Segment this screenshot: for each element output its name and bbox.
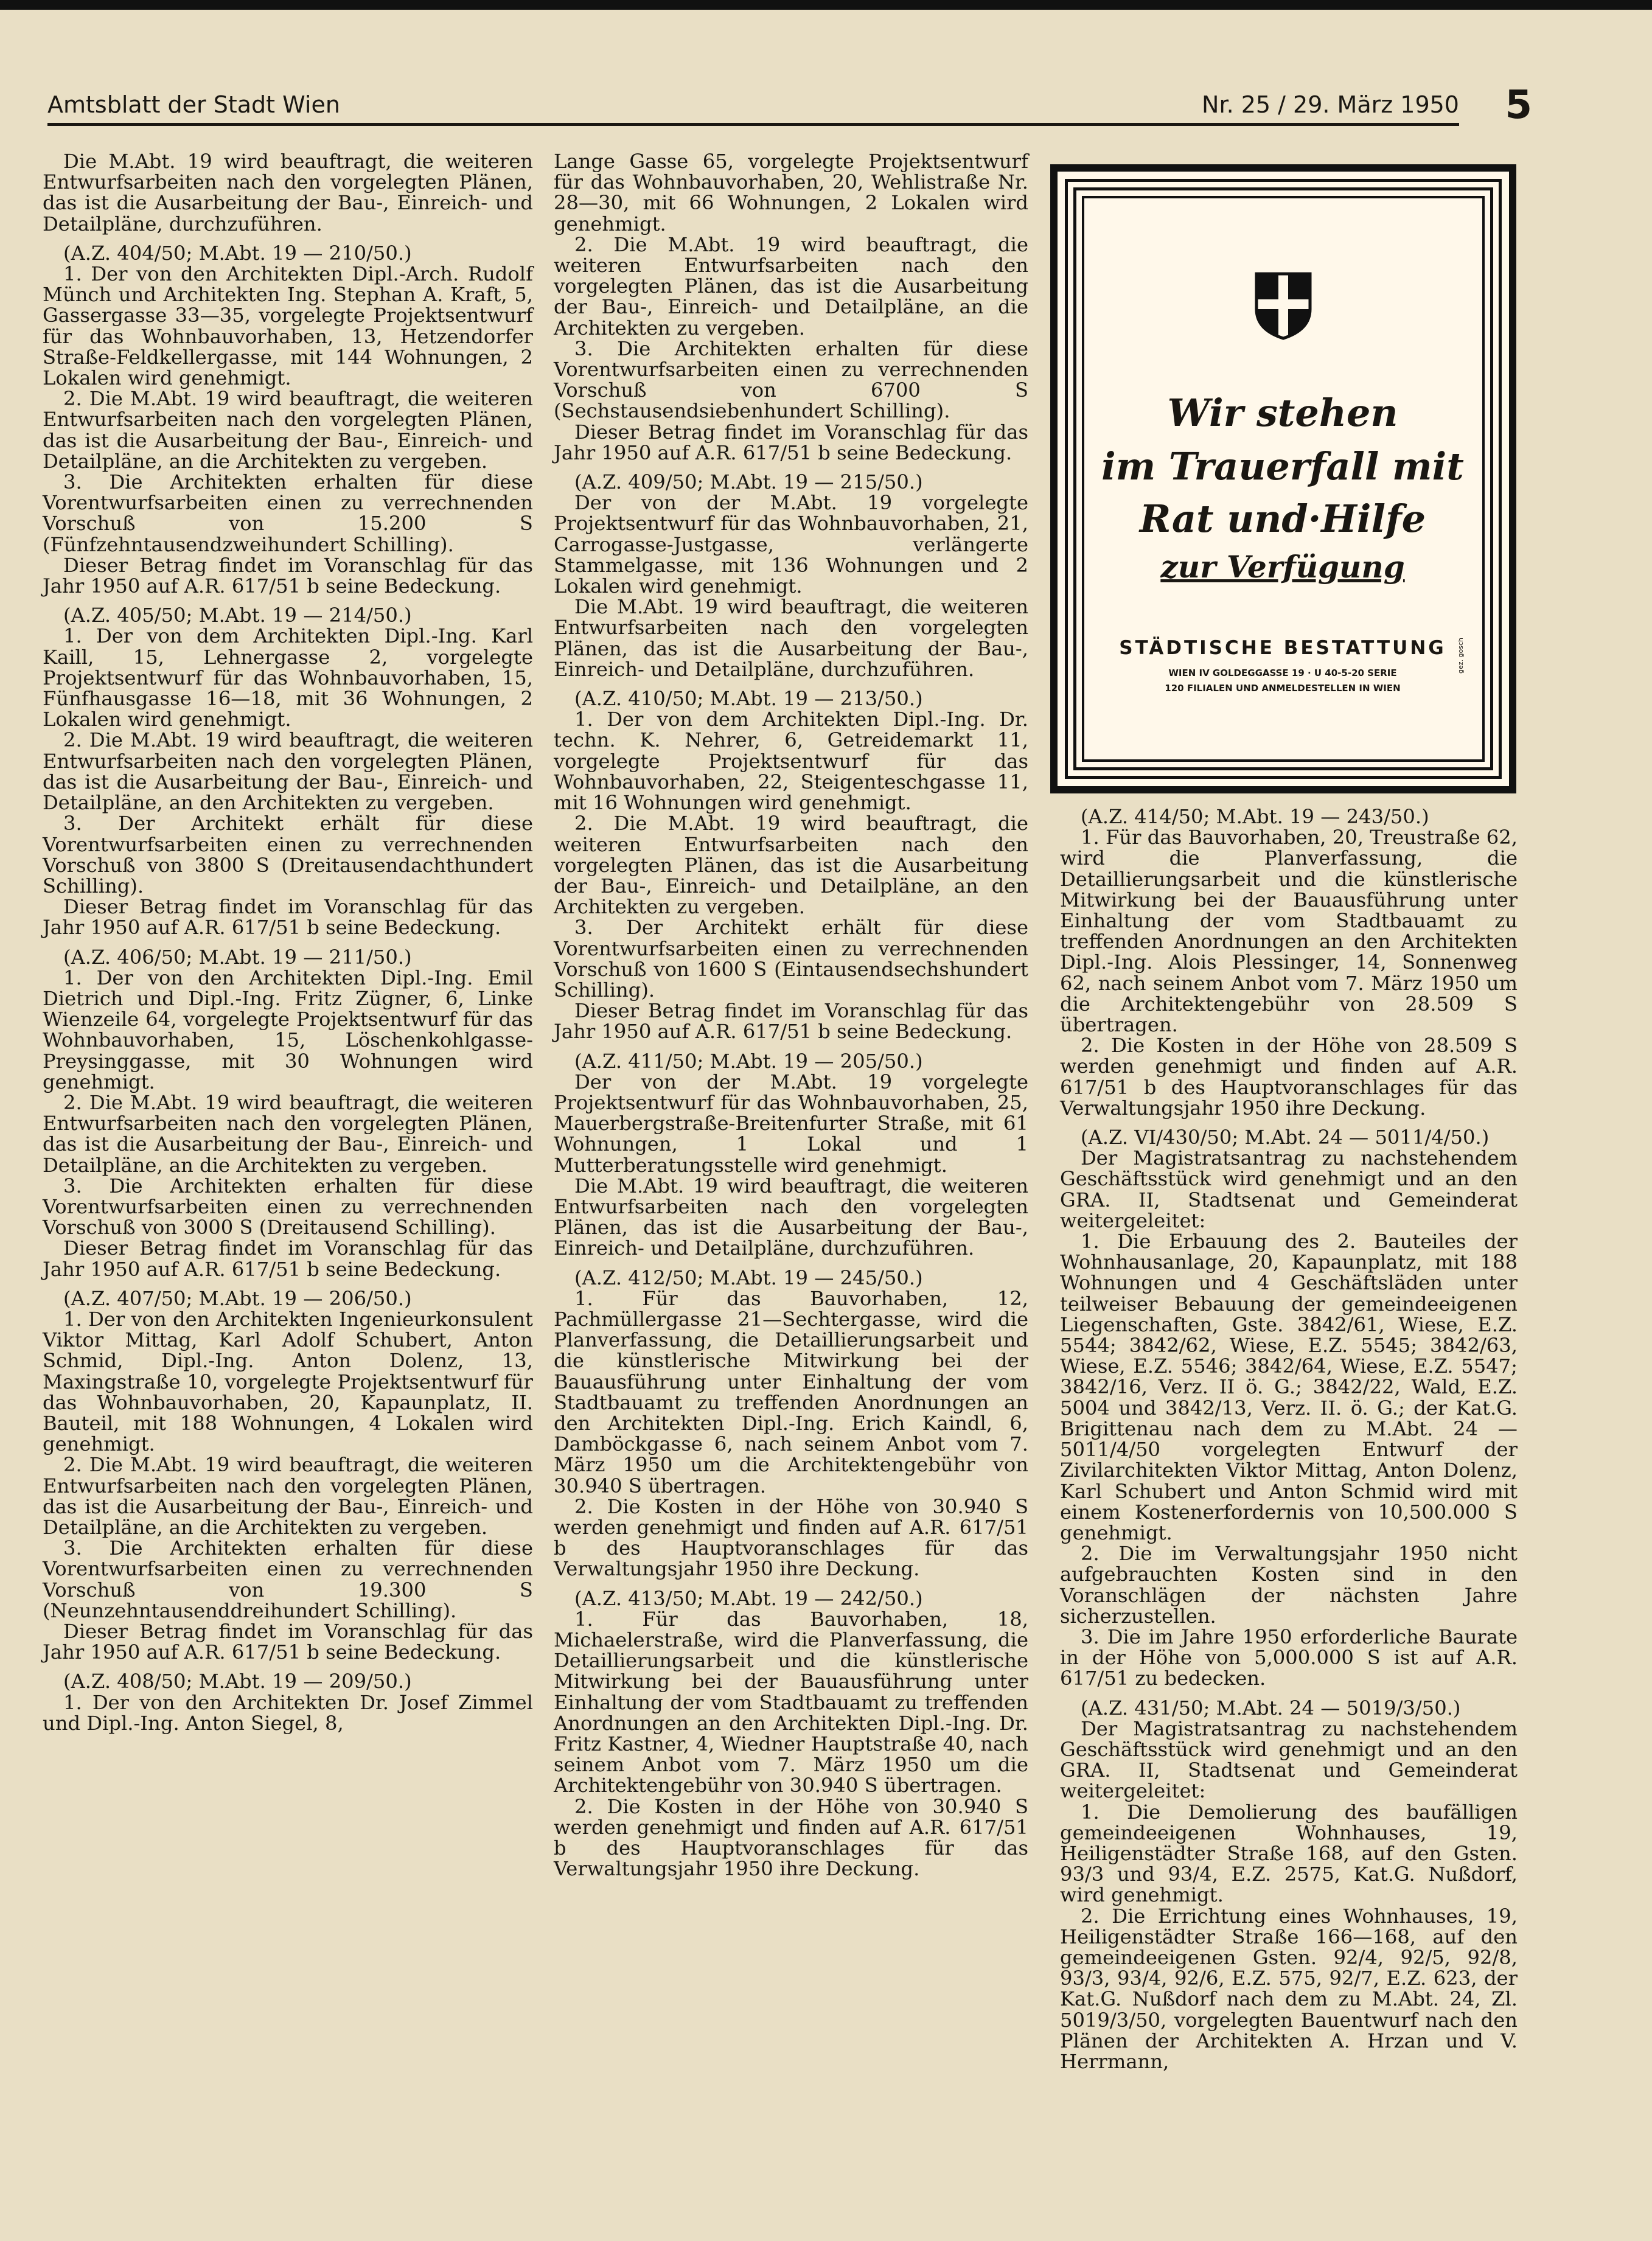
reference-line: (A.Z. 404/50; M.Abt. 19 — 210/50.) xyxy=(63,241,412,265)
slogan-line-4: zur Verfügung xyxy=(1160,549,1405,585)
reference-line: (A.Z. 410/50; M.Abt. 19 — 213/50.) xyxy=(574,687,923,711)
paragraph: 2. Die Kosten in der Höhe von 30.940 S werden genehmigt und finden auf A.R. 617/51 b des Hauptvoranschlages für das Verwaltungsjahr 1950 ihre Deckung. xyxy=(554,1494,1028,1581)
header-rule xyxy=(47,123,1459,126)
issue-date: Nr. 25 / 29. März 1950 xyxy=(1202,91,1459,118)
ad-address-line-1: WIEN IV GOLDEGGASSE 19 · U 40-5-20 SERIE xyxy=(1168,667,1397,678)
reference-line: (A.Z. VI/430/50; M.Abt. 24 — 5011/4/50.) xyxy=(1081,1126,1490,1149)
paragraph: 1. Der von den Architekten Dipl.-Arch. Rudolf Münch und Architekten Ing. Stephan A. Kraft, 5, Gassergasse 33—35, vorgelegte Projektsentwurf für das Wohnbauvorhaben, 13, Hetzendorfer Straße-Feldkellergasse, mit 144 Wohnungen, 2 Lokalen wird genehmigt. xyxy=(43,262,533,390)
paragraph: 2. Die M.Abt. 19 wird beauftragt, die weiteren Entwurfsarbeiten nach den vorgelegten Plänen, das ist die Ausarbeitung der Bau-, Einreich- und Detailpläne, an die Architekten zu vergeben. xyxy=(43,387,533,473)
vienna-shield-icon xyxy=(1254,271,1312,341)
paragraph: 1. Der von dem Architekten Dipl.-Ing. Karl Kaill, 15, Lehnergasse 2, vorgelegte Projektsentwurf für das Wohnbauvorhaben, 15, Fünfhausgasse 16—18, mit 36 Wohnungen, 2 Lokalen wird genehmigt. xyxy=(43,624,533,731)
paragraph: Dieser Betrag findet im Voranschlag für das Jahr 1950 auf A.R. 617/51 b seine Bedeckung. xyxy=(43,1620,533,1664)
text-column-2 xyxy=(554,151,1028,1879)
paragraph: Dieser Betrag findet im Voranschlag für das Jahr 1950 auf A.R. 617/51 b seine Bedeckung. xyxy=(554,999,1028,1044)
paragraph: Die M.Abt. 19 wird beauftragt, die weiteren Entwurfsarbeiten nach den vorgelegten Plänen, das ist die Ausarbeitung der Bau-, Einreich- und Detailpläne, durchzuführen. xyxy=(554,595,1028,681)
reference-line: (A.Z. 406/50; M.Abt. 19 — 211/50.) xyxy=(63,945,412,969)
paragraph: 1. Die Demolierung des baufälligen gemeindeeigenen Wohnhauses, 19, Heiligenstädter Straße 168, auf den Gsten. 93/3 und 93/4, E.Z. 2575, Kat.G. Nußdorf, wird genehmigt. xyxy=(1060,1800,1518,1907)
paragraph: 1. Der von den Architekten Ingenieurkonsulent Viktor Mittag, Karl Adolf Schubert, Anton Schmid, Dipl.-Ing. Anton Dolenz, 13, Maxingstraße 10, vorgelegte Projektsentwurf für das Wohnbauvorhaben, 20, Kapaunplatz, II. Bauteil, mit 188 Wohnungen, 4 Lokalen wird genehmigt. xyxy=(43,1307,533,1456)
ad-brand: STÄDTISCHE BESTATTUNG xyxy=(1119,637,1446,659)
ad-address-line-2: 120 FILIALEN UND ANMELDESTELLEN IN WIEN xyxy=(1165,683,1401,694)
paragraph: 3. Die Architekten erhalten für diese Vorentwurfsarbeiten einen zu verrechnenden Vorschuß von 3000 S (Dreitausend Schilling). xyxy=(43,1174,533,1239)
paragraph: Dieser Betrag findet im Voranschlag für das Jahr 1950 auf A.R. 617/51 b seine Bedeckung. xyxy=(43,553,533,598)
reference-line: (A.Z. 408/50; M.Abt. 19 — 209/50.) xyxy=(63,1670,412,1693)
paragraph: Die M.Abt. 19 wird beauftragt, die weiteren Entwurfsarbeiten nach den vorgelegten Plänen, das ist die Ausarbeitung der Bau-, Einreich- und Detailpläne, durchzuführen. xyxy=(554,1174,1028,1260)
paragraph: 3. Die Architekten erhalten für diese Vorentwurfsarbeiten einen zu verrechnenden Vorschuß von 6700 S (Sechstausendsiebenhundert Schilling). xyxy=(554,336,1028,423)
paragraph: 2. Die Errichtung eines Wohnhauses, 19, Heiligenstädter Straße 166—168, auf den gemeindeeigenen Gsten. 92/4, 92/5, 92/8, 93/3, 93/4, 92/6, E.Z. 575, 92/7, E.Z. 623, der Kat.G. Nußdorf nach dem zu M.Abt. 24, Zl. 5019/3/50, vorgelegten Bauentwurf nach den Plänen der Architekten A. Hrzan und V. Herrmann, xyxy=(1060,1904,1518,2073)
ad-signature: gez. gosch xyxy=(1457,638,1465,674)
paragraph: 3. Die Architekten erhalten für diese Vorentwurfsarbeiten einen zu verrechnenden Vorschuß von 15.200 S (Fünfzehntausendzweihundert Schilling). xyxy=(43,470,533,556)
paragraph: 1. Der von den Architekten Dr. Josef Zimmel und Dipl.-Ing. Anton Siegel, 8, xyxy=(43,1690,533,1735)
reference-line: (A.Z. 412/50; M.Abt. 19 — 245/50.) xyxy=(574,1266,923,1289)
paragraph: 1. Für das Bauvorhaben, 20, Treustraße 62, wird die Planverfassung, die Detaillierungsarbeit und die künstlerische Mitwirkung bei der Bauausführung unter Einhaltung der vom Stadtbauamt zu treffenden Anordnungen an den Architekten Dipl.-Ing. Alois Plessinger, 14, Sonnenweg 62, nach seinem Anbot vom 7. März 1950 um die Architektengebühr von 28.509 S übertragen. xyxy=(1060,826,1518,1037)
paragraph: 3. Die Architekten erhalten für diese Vorentwurfsarbeiten einen zu verrechnenden Vorschuß von 19.300 S (Neunzehntausenddreihundert Schilling). xyxy=(43,1536,533,1622)
paragraph: 2. Die M.Abt. 19 wird beauftragt, die weiteren Entwurfsarbeiten nach den vorgelegten Plänen, das ist die Ausarbeitung der Bau-, Einreich- und Detailpläne, an die Architekten zu vergeben. xyxy=(554,232,1028,340)
paragraph: 3. Der Architekt erhält für diese Vorentwurfsarbeiten einen zu verrechnenden Vorschuß von 1600 S (Eintausendsechshundert Schilling). xyxy=(554,916,1028,1002)
reference-line: (A.Z. 414/50; M.Abt. 19 — 243/50.) xyxy=(1081,805,1429,828)
paragraph: Dieser Betrag findet im Voranschlag für das Jahr 1950 auf A.R. 617/51 b seine Bedeckung. xyxy=(554,420,1028,464)
paragraph: Dieser Betrag findet im Voranschlag für das Jahr 1950 auf A.R. 617/51 b seine Bedeckung. xyxy=(43,1236,533,1281)
reference-line: (A.Z. 409/50; M.Abt. 19 — 215/50.) xyxy=(574,470,923,494)
paragraph: Der von der M.Abt. 19 vorgelegte Projektsentwurf für das Wohnbauvorhaben, 21, Carrogasse-Justgasse, verlängerte Stammelgasse, mit 136 Wohnungen und 2 Lokalen wird genehmigt. xyxy=(554,491,1028,598)
paragraph: 2. Die Kosten in der Höhe von 28.509 S werden genehmigt und finden auf A.R. 617/51 b des Hauptvoranschlages für das Verwaltungsjahr 1950 ihre Deckung. xyxy=(1060,1034,1518,1120)
page-header xyxy=(47,85,1532,134)
reference-line: (A.Z. 411/50; M.Abt. 19 — 205/50.) xyxy=(574,1049,923,1073)
paragraph: 2. Die M.Abt. 19 wird beauftragt, die weiteren Entwurfsarbeiten nach den vorgelegten Plänen, das ist die Ausarbeitung der Bau-, Einreich- und Detailpläne, an die Architekten zu vergeben. xyxy=(43,1090,533,1177)
publication-title: Amtsblatt der Stadt Wien xyxy=(47,91,340,118)
paragraph: 1. Die Erbauung des 2. Bauteiles der Wohnhausanlage, 20, Kapaunplatz, mit 188 Wohnungen und 4 Geschäftsläden unter teilweiser Bebauung der gemeindeeigenen Liegenschaften, Gste. 3842/61, Wiese, E.Z. 5544; 3842/62, Wiese, E.Z. 5545; 3842/63, Wiese, E.Z. 5546; 3842/64, Wiese, E.Z. 5547; 3842/16, Verz. II ö. G.; 3842/22, Wald, E.Z. 5004 und 3842/13, Verz. II. ö. G.; der Kat.G. Brigittenau nach dem zu M.Abt. 24 — 5011/4/50 vorgelegten Entwurf der Zivilarchitekten Viktor Mittag, Anton Dolenz, Karl Schubert und Anton Schmid wird mit einem Kostenerfordernis von 10,500.000 S genehmigt. xyxy=(1060,1230,1518,1544)
paragraph: Die M.Abt. 19 wird beauftragt, die weiteren Entwurfsarbeiten nach den vorgelegten Plänen, das ist die Ausarbeitung der Bau-, Einreich- und Detailpläne, durchzuführen. xyxy=(43,150,533,235)
paragraph: 1. Für das Bauvorhaben, 18, Michaelerstraße, wird die Planverfassung, die Detaillierungsarbeit und die künstlerische Mitwirkung bei der Bauausführung unter Einhaltung der vom Stadtbauamt zu treffenden Anordnungen an den Architekten Dipl.-Ing. Dr. Fritz Kastner, 4, Wiedner Hauptstraße 40, nach seinem Anbot vom 7. März 1950 um die Architektengebühr von 30.940 S übertragen. xyxy=(554,1607,1028,1797)
page-number: 5 xyxy=(1505,83,1532,128)
paragraph: 1. Für das Bauvorhaben, 12, Pachmüllergasse 21—Sechtergasse, wird die Planverfassung, die Detaillierungsarbeit und die künstlerische Mitwirkung bei der Bauausführung unter Einhaltung der vom Stadtbauamt zu treffenden Anordnungen an den Architekten Dipl.-Ing. Erich Kaindl, 6, Damböckgasse 6, nach seinem Anbot vom 7. März 1950 um die Architektengebühr von 30.940 S übertragen. xyxy=(554,1286,1028,1497)
paragraph: 1. Der von den Architekten Dipl.-Ing. Emil Dietrich und Dipl.-Ing. Fritz Zügner, 6, Linke Wienzeile 64, vorgelegte Projektsentwurf für das Wohnbauvorhaben, 15, Löschenkohlgasse-Preysinggasse, mit 30 Wohnungen wird genehmigt. xyxy=(43,966,533,1093)
paragraph: 2. Die im Verwaltungsjahr 1950 nicht aufgebrauchten Kosten sind in den Voranschlägen der nächsten Jahre sicherzustellen. xyxy=(1060,1542,1518,1628)
slogan-line-1: Wir stehen xyxy=(1167,391,1398,435)
reference-line: (A.Z. 413/50; M.Abt. 19 — 242/50.) xyxy=(574,1586,923,1610)
paragraph: 2. Die M.Abt. 19 wird beauftragt, die weiteren Entwurfsarbeiten nach den vorgelegten Plänen, das ist die Ausarbeitung der Bau-, Einreich- und Detailpläne, an den Architekten zu vergeben. xyxy=(43,728,533,815)
text-column-1 xyxy=(43,151,533,1734)
top-border xyxy=(0,0,1652,10)
reference-line: (A.Z. 405/50; M.Abt. 19 — 214/50.) xyxy=(63,604,412,627)
slogan-line-2: im Trauerfall mit xyxy=(1101,444,1464,489)
paragraph: Der Magistratsantrag zu nachstehendem Geschäftsstück wird genehmigt und an den GRA. II, Stadtsenat und Gemeinderat weitergeleitet: xyxy=(1060,1716,1518,1803)
paragraph: Der Magistratsantrag zu nachstehendem Geschäftsstück wird genehmigt und an den GRA. II, Stadtsenat und Gemeinderat weitergeleitet: xyxy=(1060,1146,1518,1232)
paragraph: 2. Die Kosten in der Höhe von 30.940 S werden genehmigt und finden auf A.R. 617/51 b des Hauptvoranschlages für das Verwaltungsjahr 1950 ihre Deckung. xyxy=(554,1794,1028,1881)
paragraph: 3. Die im Jahre 1950 erforderliche Baurate in der Höhe von 5,000.000 S ist auf A.R. 617/51 zu bedecken. xyxy=(1060,1625,1518,1690)
reference-line: (A.Z. 431/50; M.Abt. 24 — 5019/3/50.) xyxy=(1081,1696,1461,1720)
paragraph: Lange Gasse 65, vorgelegte Projektsentwurf für das Wohnbauvorhaben, 20, Wehlistraße Nr. 28—30, mit 66 Wohnungen, 2 Lokalen wird genehmigt. xyxy=(554,150,1028,235)
paragraph: 2. Die M.Abt. 19 wird beauftragt, die weiteren Entwurfsarbeiten nach den vorgelegten Plänen, das ist die Ausarbeitung der Bau-, Einreich- und Detailpläne, an die Architekten zu vergeben. xyxy=(43,1453,533,1539)
paragraph: Der von der M.Abt. 19 vorgelegte Projektsentwurf für das Wohnbauvorhaben, 25, Mauerbergstraße-Breitenfurter Straße, mit 61 Wohnungen, 1 Lokal und 1 Mutterberatungsstelle wird genehmigt. xyxy=(554,1070,1028,1177)
paragraph: 2. Die M.Abt. 19 wird beauftragt, die weiteren Entwurfsarbeiten nach den vorgelegten Plänen, das ist die Ausarbeitung der Bau-, Einreich- und Detailpläne, an den Architekten zu vergeben. xyxy=(554,812,1028,919)
paragraph: 1. Der von dem Architekten Dipl.-Ing. Dr. techn. K. Nehrer, 6, Getreidemarkt 11, vorgelegte Projektsentwurf für das Wohnbauvorhaben, 22, Steigenteschgasse 11, mit 16 Wohnungen wird genehmigt. xyxy=(554,708,1028,815)
paragraph: Dieser Betrag findet im Voranschlag für das Jahr 1950 auf A.R. 617/51 b seine Bedeckung. xyxy=(43,895,533,939)
funeral-advertisement xyxy=(1050,164,1516,793)
reference-line: (A.Z. 407/50; M.Abt. 19 — 206/50.) xyxy=(63,1286,412,1310)
slogan-line-3: Rat und·Hilfe xyxy=(1139,497,1426,541)
paragraph: 3. Der Architekt erhält für diese Vorentwurfsarbeiten einen zu verrechnenden Vorschuß von 3800 S (Dreitausendachthundert Schilling). xyxy=(43,812,533,897)
text-column-3 xyxy=(1060,806,1518,2072)
